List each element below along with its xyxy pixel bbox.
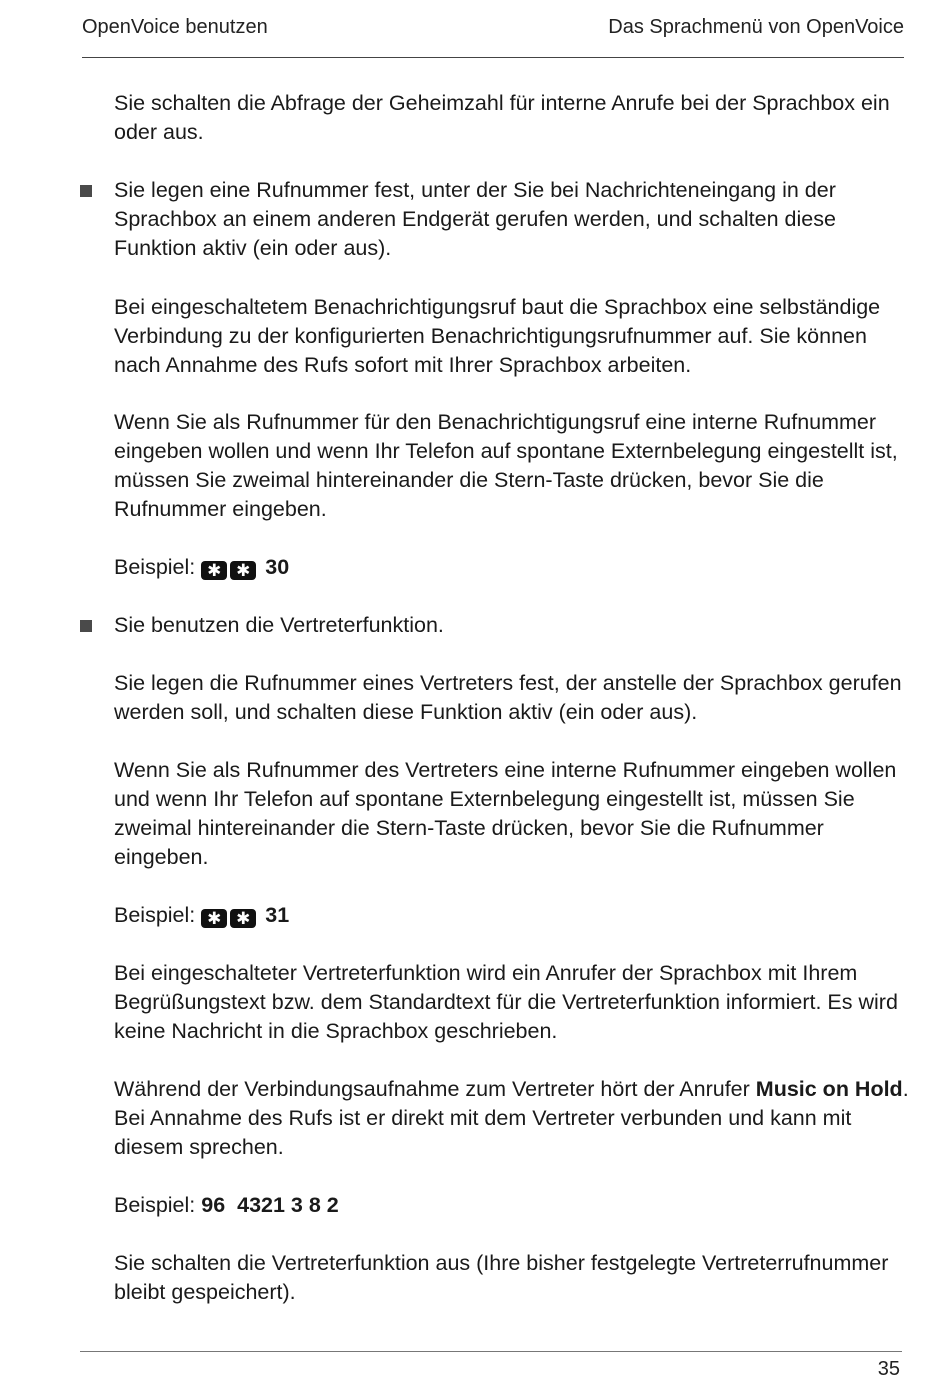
header-divider: [82, 57, 904, 58]
example-1: [114, 553, 914, 582]
example-3: [114, 1191, 914, 1220]
example-label: Beispiel:: [114, 1193, 196, 1217]
bullet-notification-number: Sie legen eine Rufnummer fest, unter der Sie bei Nachrichteneingang in der Sprachbox an einem anderen Endgerät gerufen werden, und schalten diese Funktion aktiv (ein oder aus).: [114, 178, 836, 260]
footer-divider: [80, 1351, 902, 1352]
text-before: Während der Verbindungsaufnahme zum Vertreter hört der Anrufer: [114, 1077, 756, 1101]
paragraph-internal-number-hint: Wenn Sie als Rufnummer für den Benachrichtigungsruf eine interne Rufnummer eingeben wollen und wenn Ihr Telefon auf spontane Externbelegung eingestellt ist, müssen Sie zweimal hintereinander die Stern-Taste drücken, bevor Sie die Rufnummer eingeben.: [114, 410, 898, 521]
paragraph-deputy-active: Bei eingeschalteter Vertreterfunktion wird ein Anrufer der Sprachbox mit Ihrem Begrüßungstext bzw. dem Standardtext für die Vertreterfunktion informiert. Es wird keine Nachricht in die Sprachbox geschrieben.: [114, 961, 898, 1043]
example-code: 30: [265, 555, 290, 579]
paragraph-deputy-number: Sie legen die Rufnummer eines Vertreters fest, der anstelle der Sprachbox gerufen werden soll, und schalten diese Funktion aktiv (ein oder aus).: [114, 671, 902, 724]
paragraph-pin-toggle: Sie schalten die Abfrage der Geheimzahl für interne Anrufe bei der Sprachbox ein oder aus.: [114, 91, 890, 144]
bullet-deputy-function: Sie benutzen die Vertreterfunktion.: [114, 613, 444, 637]
star-key-icon: ✱: [201, 561, 227, 580]
example-label: Beispiel:: [114, 903, 196, 927]
star-key-icon: ✱: [230, 561, 256, 580]
text-after: . Bei Annahme des Rufs ist er direkt mit dem Vertreter verbunden und kann mit diesem sprechen.: [114, 1077, 909, 1159]
star-key-icon: ✱: [201, 909, 227, 928]
running-header-left: OpenVoice benutzen: [82, 16, 268, 38]
paragraph-music-on-hold: [114, 1075, 914, 1162]
music-on-hold-term: Music on Hold: [755, 1077, 903, 1101]
paragraph-notification-call: Bei eingeschaltetem Benachrichtigungsruf baut die Sprachbox eine selbständige Verbindung zu der konfigurierten Benachrichtigungsrufnummer auf. Sie können nach Annahme des Rufs sofort mit Ihrer Sprachbox arbeiten.: [114, 295, 881, 377]
bullet-marker: [80, 185, 92, 197]
example-code: 96 4321 3 8 2: [201, 1193, 339, 1217]
paragraph-deputy-internal-hint: Wenn Sie als Rufnummer des Vertreters eine interne Rufnummer eingeben wollen und wenn Ihr Telefon auf spontane Externbelegung eingestellt ist, müssen Sie zweimal hintereinander die Stern-Taste drücken, bevor Sie die Rufnummer eingeben.: [114, 758, 897, 869]
example-2: [114, 901, 914, 930]
running-header-right: Das Sprachmenü von OpenVoice: [608, 16, 904, 38]
page-number: 35: [877, 1358, 900, 1380]
paragraph-deputy-off: Sie schalten die Vertreterfunktion aus (Ihre bisher festgelegte Vertreterrufnummer bleibt gespeichert).: [114, 1251, 889, 1304]
example-code: 31: [265, 903, 290, 927]
example-label: Beispiel:: [114, 555, 196, 579]
bullet-marker: [80, 620, 92, 632]
star-key-icon: ✱: [230, 909, 256, 928]
